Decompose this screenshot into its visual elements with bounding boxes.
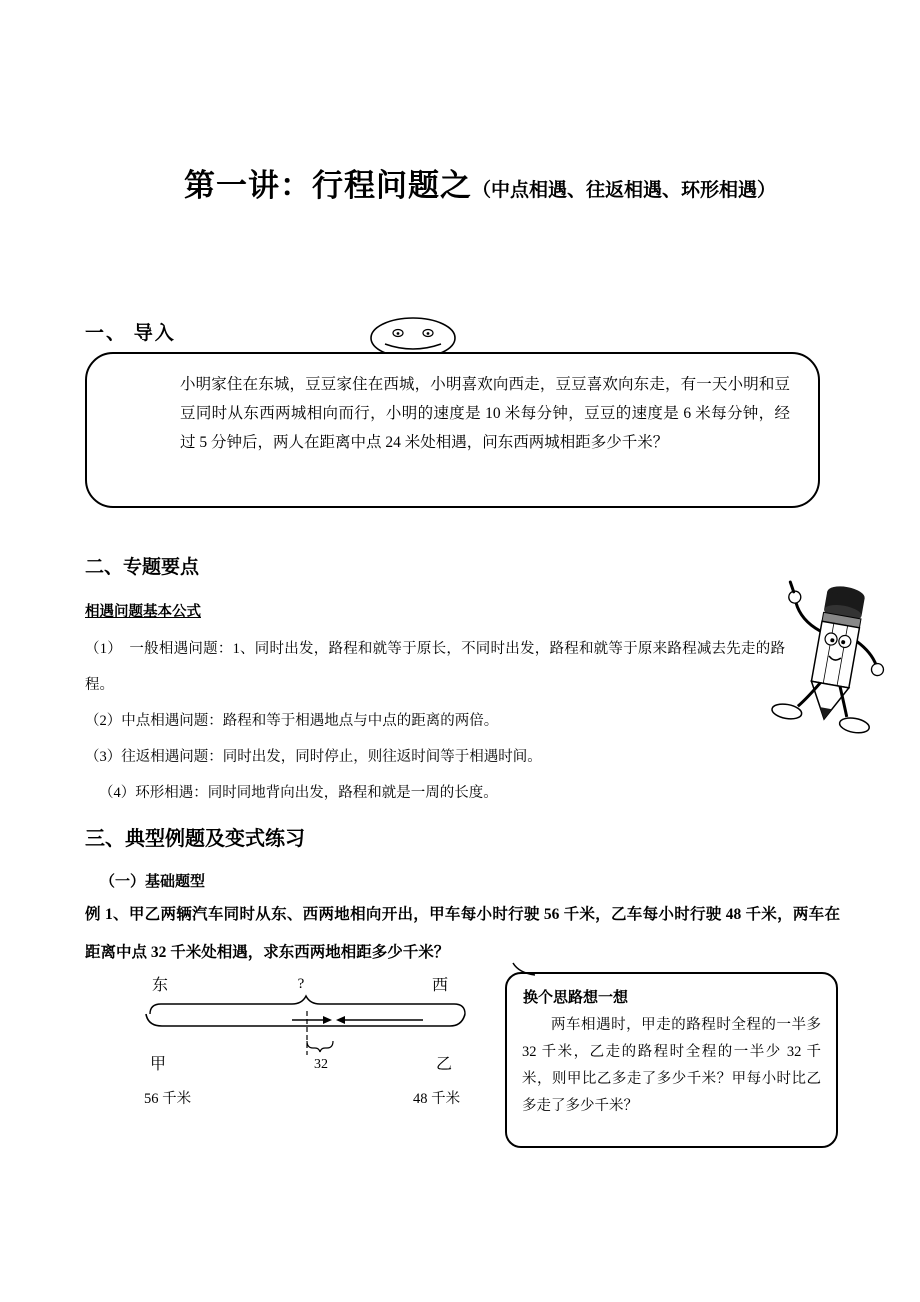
car-a-label: 甲: [150, 1056, 167, 1073]
section-heading-intro: 一、 导入: [85, 323, 176, 344]
intro-speech-bubble: [85, 352, 820, 508]
key-points-subheading: 相遇问题基本公式: [85, 604, 201, 620]
total-distance-label: ?: [297, 976, 305, 992]
car-b-arrow: [336, 1016, 423, 1024]
section-heading-examples: 三、典型例题及变式练习: [85, 828, 305, 850]
car-b-label: 乙: [436, 1056, 453, 1073]
distance-32-label: 32: [314, 1057, 328, 1072]
key-points-list: [85, 631, 785, 811]
example1-text: 例 1、甲乙两辆汽车同时从东、西两地相向开出，甲车每小时行驶 56 千米，乙车每小时行驶 48 千米，两车在距离中点 32 千米处相遇，求东西两地相距多少千米？: [85, 906, 840, 961]
speed-b-label: 48 千米: [413, 1091, 461, 1107]
intro-problem-text: 小明家住在东城，豆豆家住在西城，小明喜欢向西走，豆豆喜欢向东走，有一天小明和豆豆同时从东西两城相向而行，小明的速度是 10 米每分钟，豆豆的速度是 6 米每分钟，经过 5 分钟后，两人在距离中点 24 米处相遇，问东西两城相距多少千米？: [180, 376, 790, 451]
west-label: 西: [432, 977, 449, 994]
speed-a-label: 56 千米: [144, 1091, 192, 1107]
offset-32-brace: [307, 1041, 333, 1052]
page-title: [20, 160, 920, 205]
page-title-main: 第一讲：行程问题之: [183, 168, 472, 203]
car-a-arrow: [292, 1016, 332, 1024]
subsection-heading-basic: （一）基础题型: [100, 874, 206, 890]
think-different-callout: [505, 972, 838, 1148]
section-heading-key-points: 二、专题要点: [85, 557, 200, 578]
key-point-item: （2）中点相遇问题：路程和等于相遇地点与中点的距离的两倍。: [85, 713, 499, 729]
pencil-character-illustration: [765, 572, 910, 747]
callout-tail: [509, 961, 539, 982]
callout-body: 两车相遇时，甲走的路程时全程的一半多 32 千米，乙走的路程时全程的一半少 32 千米，则甲比乙多走了多少千米？甲每小时比乙多走了多少千米？: [522, 1017, 821, 1114]
east-label: 东: [152, 977, 169, 994]
route-diagram: [80, 968, 485, 1118]
callout-title: 换个思路想一想: [523, 990, 629, 1006]
page-title-sub: （中点相遇、往返相遇、环形相遇）: [471, 180, 776, 201]
key-point-item: （1） 一般相遇问题：1、同时出发，路程和就等于原长，不同时出发，路程和就等于原来路程减去先走的路程。: [85, 641, 785, 693]
key-point-item: （4）环形相遇：同时同地背向出发，路程和就是一周的长度。: [99, 785, 498, 801]
key-point-item: （3）往返相遇问题：同时出发，同时停止，则往返时间等于相遇时间。: [85, 749, 542, 765]
